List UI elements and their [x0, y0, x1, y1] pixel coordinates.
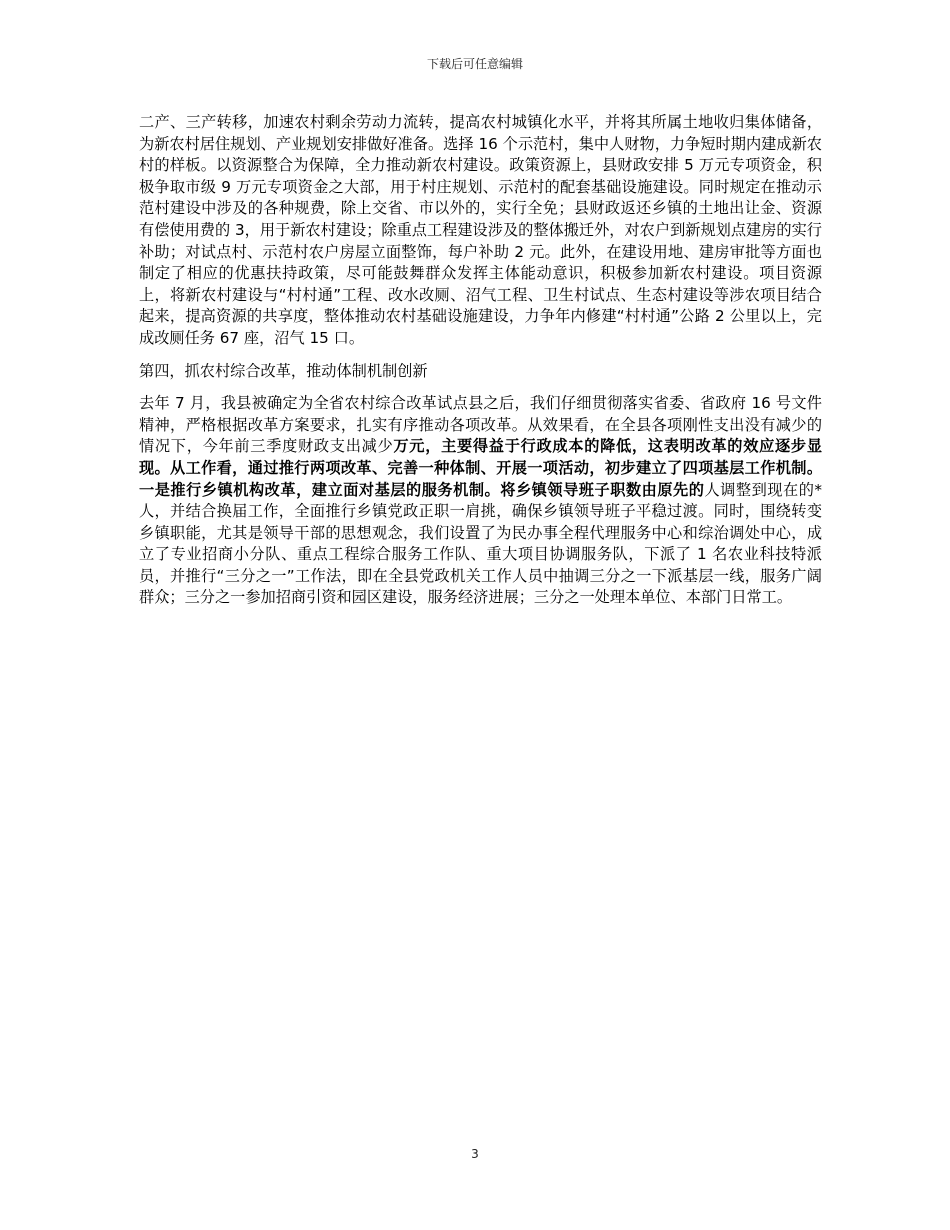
- page-number: 3: [471, 1147, 479, 1161]
- reform-text-bold: 万元，主要得益于行政成本的降低，这表明改革的效应逐步显现。从工作看，通过推行两项改革、完善一种体制、开展一项活动，初步建立了四项基层工作机制。一是推行乡镇机构改革，建立面对基层的服务机制。将乡镇领导班子职数由原先的: [139, 437, 823, 499]
- page-header: 下载后可任意编辑: [426, 57, 523, 71]
- document-body: [139, 112, 822, 620]
- section-heading-reform: 第四，抓农村综合改革，推动体制机制创新: [139, 361, 428, 380]
- paragraph-new-countryside: 二产、三产转移，加速农村剩余劳动力流转，提高农村城镇化水平，并将其所属土地收归集体储备，为新农村居住规划、产业规划安排做好准备。选择 16 个示范村，集中人财物，力争短时期内建成新农村的样板。以资源整合为保障，全力推动新农村建设。政策资源上，县财政安排 5 万元专项资金，积极争取市级 9 万元专项资金之大部，用于村庄规划、示范村的配套基础设施建设。同时规定在推动示范村建设中涉及的各种规费，除上交省、市以外的，实行全免；县财政返还乡镇的土地出让金、资源有偿使用费的 3，用于新农村建设；除重点工程建设涉及的整体搬迁外，对农户到新规划点建房的实行补助；对试点村、示范村农户房屋立面整饰，每户补助 2 元。此外，在建设用地、建房审批等方面也制定了相应的优惠扶持政策，尽可能鼓舞群众发挥主体能动意识，积极参加新农村建设。项目资源上，将新农村建设与“村村通”工程、改水改厕、沼气工程、卫生村试点、生态村建设等涉农项目结合起来，提高资源的共享度，整体推动农村基础设施建设，力争年内修建“村村通”公路 2 公里以上，完成改厕任务 67 座，沼气 15 口。: [139, 113, 822, 347]
- reform-text-part1: 去年 7 月，我县被确定为全省农村综合改革试点县之后，我们仔细贯彻落实省委、省政府 16 号文件精神，严格根据改革方案要求，扎实有序推动各项改革。从效果看，在全县各项刚性支出没有减少的情况下，今年前三季度财政支出减少: [139, 394, 822, 456]
- reform-text-part3: 人调整到现在的*人，并结合换届工作，全面推行乡镇党政正职一肩挑，确保乡镇领导班子平稳过渡。同时，围绕转变乡镇职能，尤其是领导干部的思想观念，我们设置了为民办事全程代理服务中心和综治调处中心，成立了专业招商小分队、重点工程综合服务工作队、重大项目协调服务队，下派了 1 名农业科技特派员，并推行“三分之一”工作法，即在全县党政机关工作人员中抽调三分之一下派基层一线，服务广阔群众；三分之一参加招商引资和园区建设，服务经济进展；三分之一处理本单位、本部门日常工。: [139, 480, 823, 607]
- paragraph-comprehensive-reform: [139, 393, 822, 609]
